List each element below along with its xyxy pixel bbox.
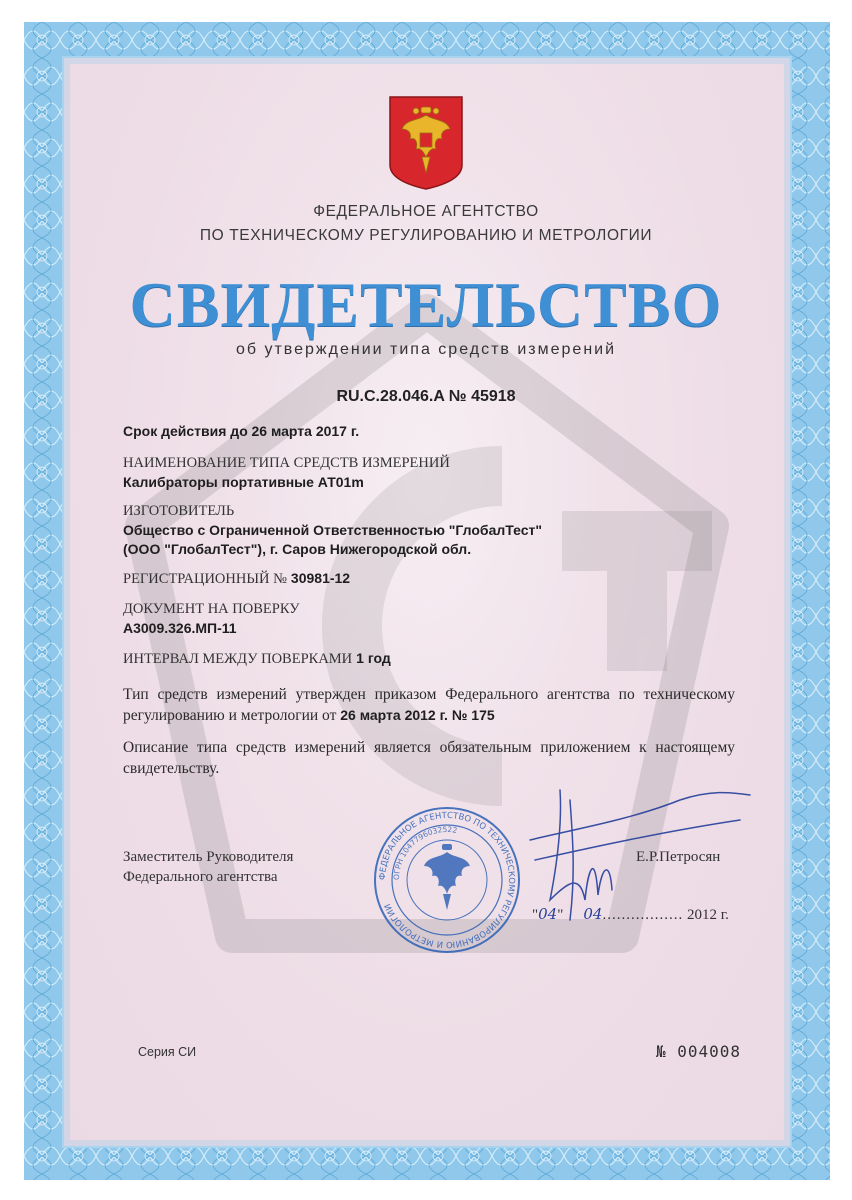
registration-value: 30981-12 (290, 570, 351, 586)
verification-doc-label: ДОКУМЕНТ НА ПОВЕРКУ (123, 601, 300, 617)
signatory-name: Е.Р.Петросян (636, 849, 721, 865)
stamp-outer-text: ФЕДЕРАЛЬНОЕ АГЕНТСТВО ПО ТЕХНИЧЕСКОМУ РЕГУЛИРОВАНИЮ И МЕТРОЛОГИИ (377, 810, 517, 950)
date-quote-close: " (557, 907, 564, 923)
registration-label: РЕГИСТРАЦИОННЫЙ № (123, 571, 287, 587)
description-note: Описание типа средств измерений является обязательным приложением к настоящему свидетельству. (123, 739, 735, 777)
registration-row (123, 570, 350, 588)
instrument-type-label: НАИМЕНОВАНИЕ ТИПА СРЕДСТВ ИЗМЕРЕНИЙ (123, 455, 450, 471)
date-quote-open: " (532, 907, 539, 923)
manufacturer-name: Общество с Ограниченной Ответственностью "ГлобалТест" (123, 522, 542, 538)
date-day: 04 (538, 905, 558, 923)
registry-number: RU.C.28.046.A № 45918 (336, 388, 516, 405)
approval-date: 26 марта 2012 г. № 175 (340, 707, 495, 723)
russian-flag-emblem-icon (388, 95, 464, 191)
certificate-title: СВИДЕТЕЛЬСТВО (129, 269, 723, 340)
verification-doc-value: А3009.326.МП-11 (123, 620, 237, 636)
stamp-inner-text: ОГРН 1047796032522 (391, 824, 458, 881)
validity-label: Срок действия до (123, 423, 248, 439)
official-seal-stamp (372, 800, 522, 960)
interval-value: 1 год (356, 650, 391, 666)
date-dots: ................. (602, 907, 684, 923)
interval-row (123, 650, 391, 668)
manufacturer-label: ИЗГОТОВИТЕЛЬ (123, 503, 235, 519)
instrument-type-value: Калибраторы портативные АТ01m (123, 474, 364, 490)
signature-date (532, 905, 729, 924)
approval-text: Тип средств измерений утвержден приказом Федерального агентства по техническому регулированию и метрологии от (123, 686, 735, 724)
interval-label: ИНТЕРВАЛ МЕЖДУ ПОВЕРКАМИ (123, 651, 353, 667)
agency-line-1: ФЕДЕРАЛЬНОЕ АГЕНТСТВО (313, 203, 539, 220)
certificate-subtitle: об утверждении типа средств измерений (235, 341, 617, 358)
approval-paragraph (123, 684, 735, 726)
manufacturer-short: (ООО "ГлобалТест"), г. Саров Нижегородской обл. (123, 541, 472, 557)
serial-number: № 004008 (656, 1042, 742, 1061)
validity-value: 26 марта 2017 г. (251, 423, 360, 439)
signatory-position-1: Заместитель Руководителя (123, 849, 294, 865)
series-label: Серия СИ (138, 1045, 197, 1059)
signatory-position-2: Федерального агентства (123, 869, 278, 885)
agency-line-2: ПО ТЕХНИЧЕСКОМУ РЕГУЛИРОВАНИЮ И МЕТРОЛОГИИ (199, 227, 653, 244)
date-year: 2012 г. (686, 907, 729, 923)
validity-row (123, 423, 359, 441)
date-month: 04 (583, 905, 603, 923)
